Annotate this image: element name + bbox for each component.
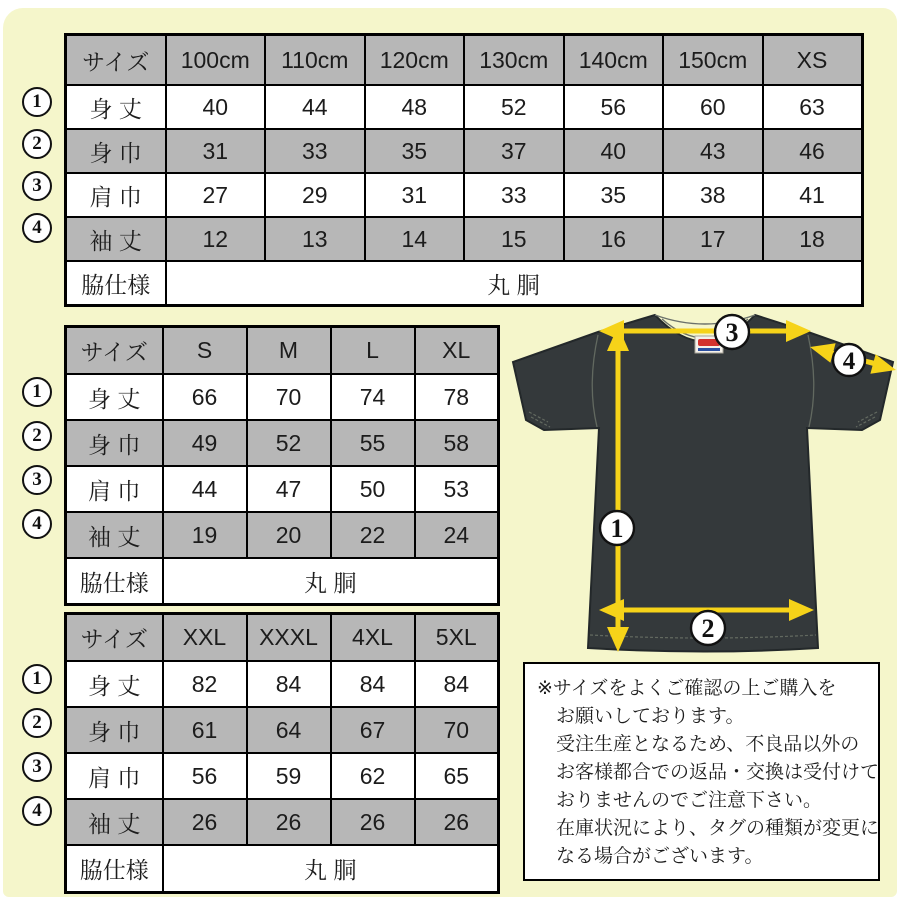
footer-value: 丸 胴: [163, 845, 499, 893]
diagram-marker-4: [833, 344, 865, 376]
size-value: 59: [247, 753, 331, 799]
row-marker-circle: 1: [22, 664, 52, 694]
purchase-note: [523, 662, 880, 881]
size-value: 46: [763, 129, 863, 173]
row-marker-circle: 1: [22, 377, 52, 407]
size-value: 48: [365, 85, 465, 129]
size-value: 26: [415, 799, 499, 845]
size-value: 64: [247, 707, 331, 753]
size-value: 31: [365, 173, 465, 217]
size-value: 41: [763, 173, 863, 217]
size-value: 16: [564, 217, 664, 261]
note-line: なる場合がございます。: [556, 846, 764, 867]
size-value: 40: [166, 85, 266, 129]
row-marker-circle: 4: [22, 796, 52, 826]
column-header: 140cm: [564, 35, 664, 86]
note-line: 受注生産となるため、不良品以外の: [556, 734, 860, 755]
column-header: 100cm: [166, 35, 266, 86]
size-value: 49: [163, 420, 247, 466]
size-value: 14: [365, 217, 465, 261]
row-label: 袖 丈: [66, 512, 163, 558]
row-label: 袖 丈: [66, 799, 163, 845]
footer-label: 脇仕様: [66, 845, 163, 893]
note-line: おりませんのでご注意下さい。: [556, 790, 823, 811]
size-value: 56: [163, 753, 247, 799]
svg-text:3: 3: [725, 318, 739, 347]
note-line: 在庫状況により、タグの種類が変更に: [556, 818, 880, 839]
size-value: 70: [247, 374, 331, 420]
size-table-kids-xs: [64, 33, 864, 307]
footer-value: 丸 胴: [166, 261, 863, 306]
row-label: 身 巾: [66, 129, 166, 173]
size-value: 63: [763, 85, 863, 129]
diagram-marker-3: [715, 315, 749, 349]
size-value: 66: [163, 374, 247, 420]
column-header: 150cm: [663, 35, 763, 86]
row-marker-circle: 3: [22, 465, 52, 495]
size-corner-header: サイズ: [66, 327, 163, 375]
size-value: 13: [265, 217, 365, 261]
size-value: 65: [415, 753, 499, 799]
size-value: 33: [265, 129, 365, 173]
size-value: 26: [163, 799, 247, 845]
size-value: 20: [247, 512, 331, 558]
size-value: 62: [331, 753, 415, 799]
size-value: 26: [247, 799, 331, 845]
size-value: 40: [564, 129, 664, 173]
size-value: 44: [163, 466, 247, 512]
row-label: 身 丈: [66, 85, 166, 129]
size-value: 53: [415, 466, 499, 512]
size-value: 26: [331, 799, 415, 845]
row-marker-circle: 2: [22, 421, 52, 451]
svg-text:4: 4: [842, 348, 856, 375]
size-value: 55: [331, 420, 415, 466]
column-header: 5XL: [415, 614, 499, 662]
size-value: 35: [365, 129, 465, 173]
column-header: M: [247, 327, 331, 375]
column-header: 130cm: [464, 35, 564, 86]
size-table-s-xl: [64, 325, 500, 606]
size-value: 50: [331, 466, 415, 512]
row-label: 身 巾: [66, 420, 163, 466]
size-value: 67: [331, 707, 415, 753]
row-label: 身 巾: [66, 707, 163, 753]
size-corner-header: サイズ: [66, 614, 163, 662]
diagram-marker-1: [600, 511, 634, 545]
size-value: 15: [464, 217, 564, 261]
row-label: 肩 巾: [66, 466, 163, 512]
size-value: 70: [415, 707, 499, 753]
row-label: 身 丈: [66, 374, 163, 420]
size-value: 52: [464, 85, 564, 129]
row-label: 肩 巾: [66, 753, 163, 799]
size-value: 17: [663, 217, 763, 261]
size-value: 44: [265, 85, 365, 129]
size-value: 43: [663, 129, 763, 173]
size-value: 24: [415, 512, 499, 558]
row-marker-circle: 3: [22, 752, 52, 782]
row-marker-circle: 3: [22, 171, 52, 201]
column-header: XXXL: [247, 614, 331, 662]
size-value: 52: [247, 420, 331, 466]
svg-text:2: 2: [701, 614, 715, 643]
column-header: 4XL: [331, 614, 415, 662]
size-value: 29: [265, 173, 365, 217]
column-header: S: [163, 327, 247, 375]
column-header: 110cm: [265, 35, 365, 86]
size-value: 31: [166, 129, 266, 173]
note-line: ※サイズをよくご確認の上ご購入を: [537, 678, 837, 699]
size-value: 18: [763, 217, 863, 261]
column-header: 120cm: [365, 35, 465, 86]
size-value: 47: [247, 466, 331, 512]
size-value: 78: [415, 374, 499, 420]
column-header: L: [331, 327, 415, 375]
size-value: 60: [663, 85, 763, 129]
row-label: 袖 丈: [66, 217, 166, 261]
size-value: 58: [415, 420, 499, 466]
size-value: 38: [663, 173, 763, 217]
size-value: 82: [163, 661, 247, 707]
note-line: お客様都合での返品・交換は受付けて: [556, 762, 880, 783]
size-value: 84: [247, 661, 331, 707]
row-marker-circle: 2: [22, 708, 52, 738]
row-marker-circle: 4: [22, 213, 52, 243]
footer-value: 丸 胴: [163, 558, 499, 605]
size-table-xxl-5xl: [64, 612, 500, 894]
diagram-marker-2: [691, 611, 725, 645]
tshirt-measure-diagram: [500, 300, 900, 660]
footer-label: 脇仕様: [66, 261, 166, 306]
column-header: XS: [763, 35, 863, 86]
column-header: XXL: [163, 614, 247, 662]
size-value: 56: [564, 85, 664, 129]
size-value: 37: [464, 129, 564, 173]
row-label: 肩 巾: [66, 173, 166, 217]
size-value: 12: [166, 217, 266, 261]
size-value: 19: [163, 512, 247, 558]
size-value: 74: [331, 374, 415, 420]
size-value: 27: [166, 173, 266, 217]
size-value: 35: [564, 173, 664, 217]
note-line: お願いしております。: [556, 706, 745, 727]
size-corner-header: サイズ: [66, 35, 166, 86]
svg-text:1: 1: [610, 514, 624, 543]
row-label: 身 丈: [66, 661, 163, 707]
size-value: 61: [163, 707, 247, 753]
size-value: 33: [464, 173, 564, 217]
row-marker-circle: 4: [22, 509, 52, 539]
size-value: 84: [331, 661, 415, 707]
row-marker-circle: 2: [22, 129, 52, 159]
size-value: 84: [415, 661, 499, 707]
size-value: 22: [331, 512, 415, 558]
column-header: XL: [415, 327, 499, 375]
row-marker-circle: 1: [22, 87, 52, 117]
footer-label: 脇仕様: [66, 558, 163, 605]
